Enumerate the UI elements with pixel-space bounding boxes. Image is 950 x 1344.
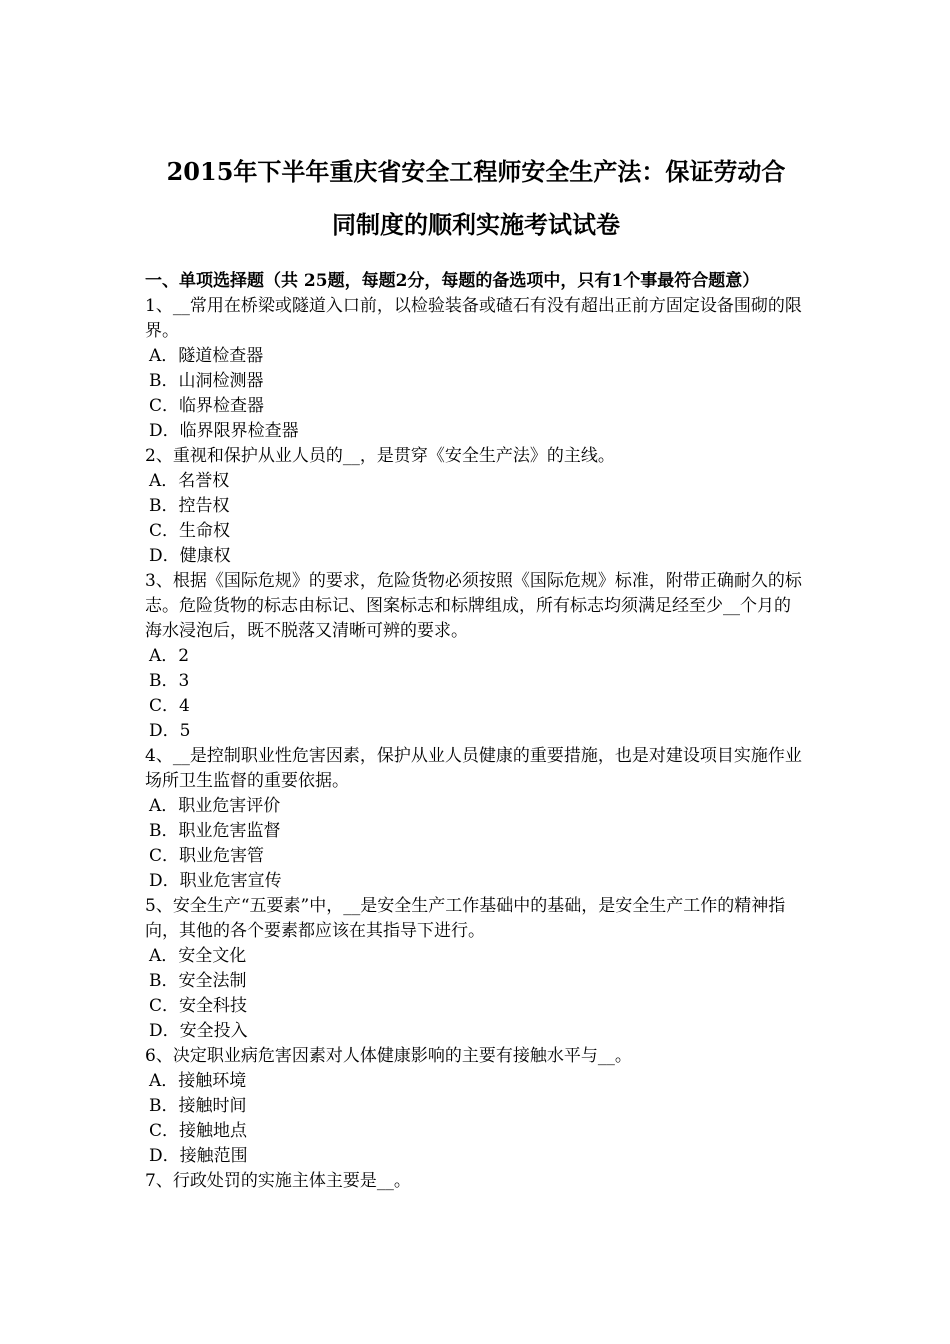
option-d: D．临界限界检查器 <box>149 421 299 441</box>
option-a: A．接触环境 <box>149 1071 247 1091</box>
question-text: 6、决定职业病危害因素对人体健康影响的主要有接触水平与__。 <box>145 1046 632 1066</box>
option-c: C．生命权 <box>149 521 231 541</box>
question-text: 5、安全生产“五要素”中，__是安全生产工作基础中的基础，是安全生产工作的精神指向，其他的各个要素都应该在其指导下进行。 <box>145 896 786 941</box>
option-b: B．3 <box>149 671 190 691</box>
title-line-1: 2015年下半年重庆省安全工程师安全生产法：保证劳动合 <box>166 157 786 186</box>
question-4 <box>145 744 807 894</box>
exam-page <box>145 145 807 1194</box>
option-d: D．5 <box>149 721 191 741</box>
option-b: B．山洞检测器 <box>149 371 264 391</box>
option-c: C．接触地点 <box>149 1121 248 1141</box>
option-b: B．职业危害监督 <box>149 821 281 841</box>
document-title <box>145 145 807 251</box>
option-d: D．健康权 <box>149 546 231 566</box>
option-a: A．隧道检查器 <box>149 346 264 366</box>
option-d: D．安全投入 <box>149 1021 248 1041</box>
option-c: C．临界检查器 <box>149 396 265 416</box>
option-a: A．2 <box>149 646 190 666</box>
option-c: C．安全科技 <box>149 996 248 1016</box>
option-b: B．接触时间 <box>149 1096 247 1116</box>
question-6 <box>145 1044 807 1169</box>
question-5 <box>145 894 807 1044</box>
question-7 <box>145 1169 807 1194</box>
option-c: C．4 <box>149 696 190 716</box>
option-c: C．职业危害管 <box>149 846 265 866</box>
option-d: D．职业危害宣传 <box>149 871 282 891</box>
option-a: A．名誉权 <box>149 471 230 491</box>
option-a: A．安全文化 <box>149 946 247 966</box>
option-d: D．接触范围 <box>149 1146 248 1166</box>
title-line-2: 同制度的顺利实施考试试卷 <box>332 210 620 239</box>
option-b: B．安全法制 <box>149 971 247 991</box>
question-text: 7、行政处罚的实施主体主要是__。 <box>145 1171 411 1191</box>
question-1 <box>145 294 807 444</box>
question-2 <box>145 444 807 569</box>
question-text: 4、__是控制职业性危害因素，保护从业人员健康的重要措施，也是对建设项目实施作业场所卫生监督的重要依据。 <box>145 746 802 791</box>
question-text: 2、重视和保护从业人员的__，是贯穿《安全生产法》的主线。 <box>145 446 615 466</box>
question-text: 1、__常用在桥梁或隧道入口前，以检验装备或碴石有没有超出正前方固定设备围砌的限界。 <box>145 296 802 341</box>
question-text: 3、根据《国际危规》的要求，危险货物必须按照《国际危规》标准，附带正确耐久的标志。危险货物的标志由标记、图案标志和标牌组成，所有标志均须满足经至少__个月的海水浸泡后，既不脱落又清晰可辨的要求。 <box>145 571 802 641</box>
question-3 <box>145 569 807 744</box>
option-b: B．控告权 <box>149 496 230 516</box>
option-a: A．职业危害评价 <box>149 796 281 816</box>
question-list <box>145 294 807 1194</box>
section-heading: 一、单项选择题（共 25题，每题2分，每题的备选项中，只有1个事最符合题意） <box>145 271 760 291</box>
